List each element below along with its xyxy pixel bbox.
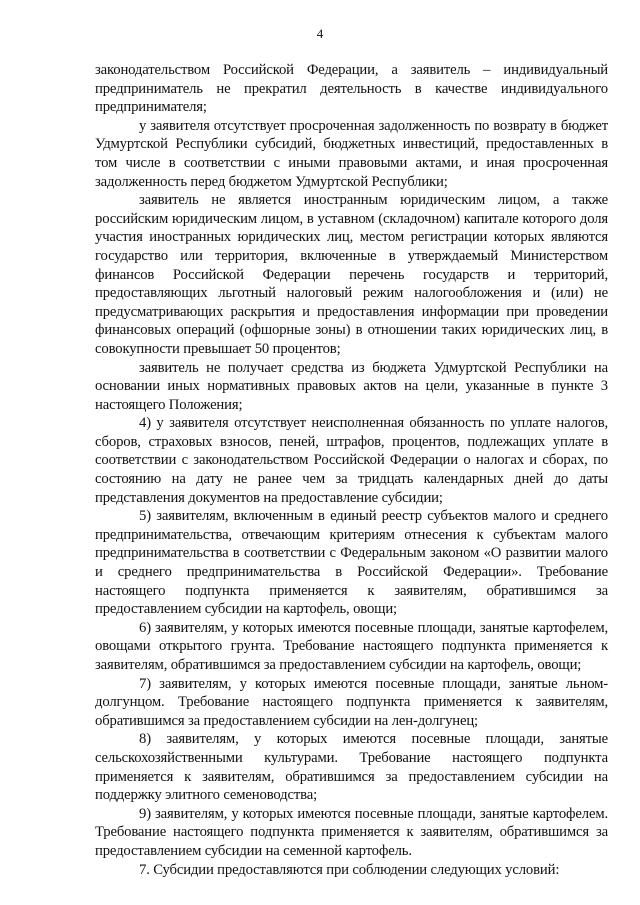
paragraph-no-other-funding: заявитель не получает средства из бюджета Удмуртской Республики на основании иных нормативных правовых актов на цели, указанные в пункте 3 настоящего Положения; <box>95 359 608 413</box>
page-number: 4 <box>316 26 324 41</box>
document-body <box>95 61 608 879</box>
paragraph-item-7-flax: 7) заявителям, у которых имеются посевные площади, занятые льном-долгунцом. Требование настоящего подпункта применяется к заявителям, обратившимся за предоставлением субсидии на лен-долгунец; <box>95 675 608 729</box>
paragraph-item-8-elite-seeds: 8) заявителям, у которых имеются посевные площади, занятые сельскохозяйственными культурами. Требование настоящего подпункта применяется к заявителям, обратившимся за предоставлением субсидии на поддержку элитного семеноводства; <box>95 731 608 804</box>
paragraph-continuation: законодательством Российской Федерации, а заявитель – индивидуальный предприниматель не прекратил деятельность в качестве индивидуального предпринимателя; <box>95 62 608 116</box>
paragraph-section-7-conditions: 7. Субсидии предоставляются при соблюдении следующих условий: <box>139 861 560 878</box>
paragraph-not-foreign-entity: заявитель не является иностранным юридическим лицом, а также российским юридическим лицом, в уставном (складочном) капитале которого доля участия иностранных юридических лиц, местом регистрации которых являются государство или территория, включенные в утверждаемый Министерством финансов Российской Федерации перечень государств и территорий, предоставляющих льготный налоговый режим налогообложения и (или) не предусматривающих раскрытия и предоставления информации при проведении финансовых операций (офшорные зоны) в отношении таких юридических лиц, в совокупности превышает 50 процентов; <box>95 192 608 357</box>
paragraph-item-9-seed-potato: 9) заявителям, у которых имеются посевные площади, занятые картофелем. Требование настоящего подпункта применяется к заявителям, обратившимся за предоставлением субсидии на семенной картофель. <box>95 805 608 859</box>
paragraph-item-4-no-tax-debt: 4) у заявителя отсутствует неисполненная обязанность по уплате налогов, сборов, страховых взносов, пеней, штрафов, процентов, подлежащих уплате в соответствии с законодательством Российской Федерации о налогах и сборах, по состоянию на дату не ранее чем за тридцать календарных дней до даты представления документов на предоставление субсидии; <box>95 415 608 506</box>
paragraph-no-budget-debt: у заявителя отсутствует просроченная задолженность по возврату в бюджет Удмуртской Республики субсидий, бюджетных инвестиций, предоставленных в том числе в соответствии с иными правовыми актами, и иная просроченная задолженность перед бюджетом Удмуртской Республики; <box>95 117 608 190</box>
paragraph-item-6-potato-vegetables: 6) заявителям, у которых имеются посевные площади, занятые картофелем, овощами открытого грунта. Требование настоящего подпункта применяется к заявителям, обратившимся за предоставлением субсидии на картофель, овощи; <box>95 619 608 673</box>
paragraph-item-5-sme-registry: 5) заявителям, включенным в единый реестр субъектов малого и среднего предпринимательства, отвечающим критериям отнесения к субъектам малого предпринимательства в соответствии с Федеральным законом «О развитии малого и среднего предпринимательства в Российской Федерации». Требование настоящего подпункта применяется к заявителям, обратившимся за предоставлением субсидии на картофель, овощи; <box>95 508 608 618</box>
